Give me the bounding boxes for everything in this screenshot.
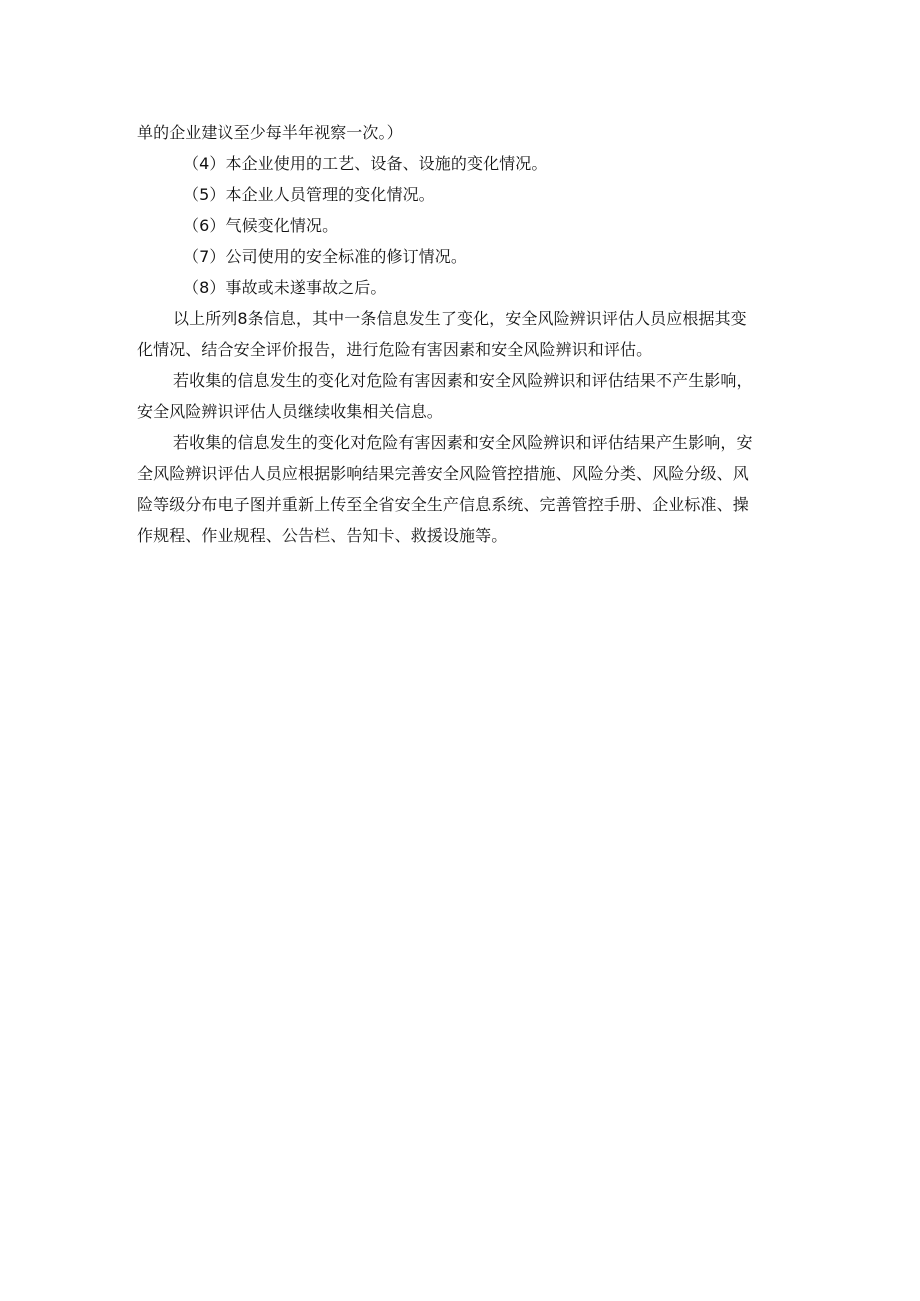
list-item-8: （8）事故或未遂事故之后。: [183, 278, 387, 297]
list-item-6: （6）气候变化情况。: [183, 216, 339, 235]
paragraph-line: 化情况、结合安全评价报告，进行危险有害因素和安全风险辨识和评估。: [137, 340, 653, 359]
paragraph-impact: [137, 427, 787, 551]
paragraph-line: 安全风险辨识评估人员继续收集相关信息。: [137, 402, 443, 421]
list-item-5: （5）本企业人员管理的变化情况。: [183, 185, 435, 204]
list-item-4: （4）本企业使用的工艺、设备、设施的变化情况。: [183, 154, 548, 173]
paragraph-summary: [137, 303, 787, 365]
paragraph-line: 全风险辨识评估人员应根据影响结果完善安全风险管控措施、风险分类、风险分级、风: [137, 464, 749, 483]
paragraph-line: 以上所列8条信息，其中一条信息发生了变化，安全风险辨识评估人员应根据其变: [173, 309, 747, 328]
paragraph-line: 作规程、作业规程、公告栏、告知卡、救援设施等。: [137, 526, 508, 545]
list-item-7: （7）公司使用的安全标准的修订情况。: [183, 247, 467, 266]
document-body: [137, 117, 787, 551]
paragraph-no-impact: [137, 365, 787, 427]
continued-line: 单的企业建议至少每半年视察一次。）: [137, 123, 403, 142]
paragraph-line: 若收集的信息发生的变化对危险有害因素和安全风险辨识和评估结果产生影响，安: [173, 433, 753, 452]
paragraph-line: 险等级分布电子图并重新上传至全省安全生产信息系统、完善管控手册、企业标准、操: [137, 495, 749, 514]
paragraph-line: 若收集的信息发生的变化对危险有害因素和安全风险辨识和评估结果不产生影响，: [173, 371, 753, 390]
